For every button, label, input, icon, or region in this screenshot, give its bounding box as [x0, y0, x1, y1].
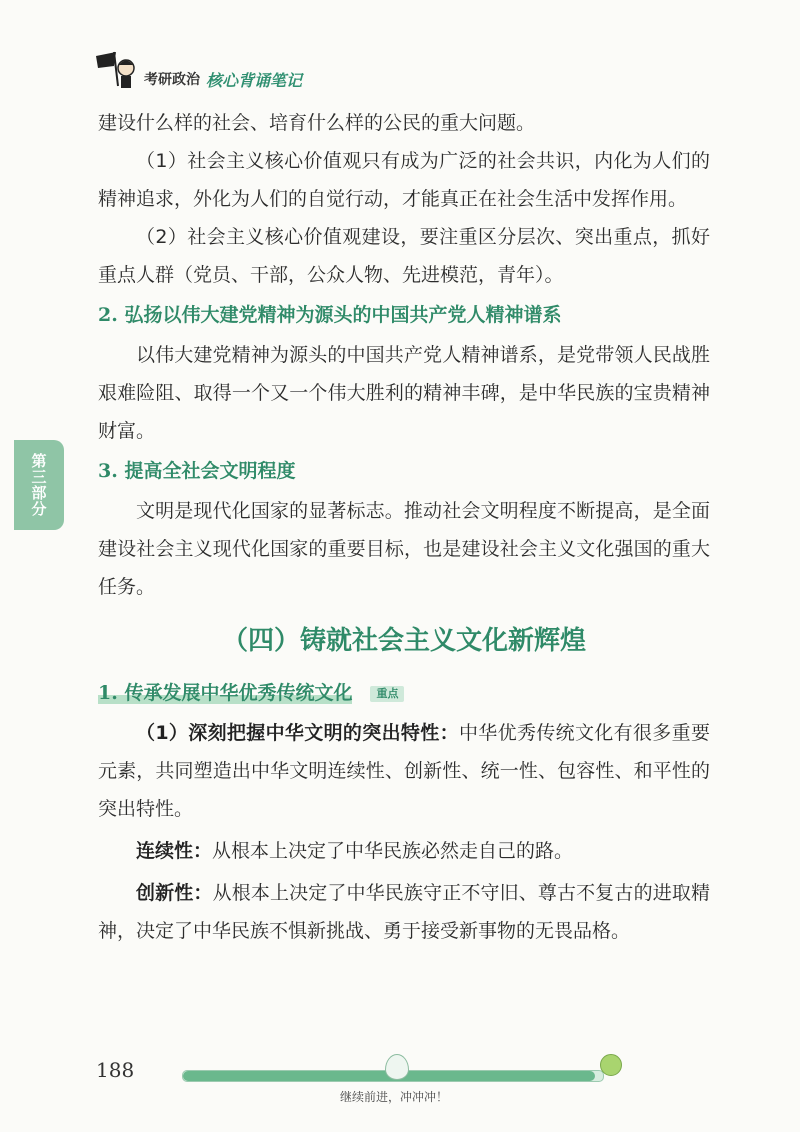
- paragraph: [98, 832, 710, 870]
- paragraph-text: 从根本上决定了中华民族守正不守旧、尊古不复古的进取精神，决定了中华民族不惧新挑战、勇于接受新事物的无畏品格。: [98, 882, 710, 942]
- mascot-drop-icon: [385, 1054, 409, 1080]
- paragraph-text: 从根本上决定了中华民族必然走自己的路。: [212, 840, 574, 862]
- key-point-badge: 重点: [370, 686, 404, 702]
- brand-subtitle: 核心背诵笔记: [206, 70, 303, 90]
- paragraph: [98, 874, 710, 950]
- subsection-heading: 3. 提高全社会文明程度: [98, 460, 296, 482]
- bold-lead: 连续性：: [136, 840, 213, 862]
- bold-lead: 创新性：: [136, 882, 213, 904]
- page-number: 188: [96, 1058, 135, 1082]
- subsection-heading: 2. 弘扬以伟大建党精神为源头的中国共产党人精神谱系: [98, 304, 562, 326]
- brand-title: 考研政治: [144, 72, 200, 88]
- paragraph: 以伟大建党精神为源头的中国共产党人精神谱系，是党带领人民战胜艰难险阻、取得一个又一个伟大胜利的精神丰碑，是中华民族的宝贵精神财富。: [98, 344, 710, 442]
- part-side-tab: [14, 440, 64, 530]
- paragraph: （1）社会主义核心价值观只有成为广泛的社会共识，内化为人们的精神追求，外化为人们的自觉行动，才能真正在社会生活中发挥作用。: [98, 150, 710, 210]
- page-header: [92, 50, 302, 90]
- paragraph: [98, 714, 710, 828]
- section-title: （四）铸就社会主义文化新辉煌: [221, 626, 586, 656]
- subsection-heading-text: 1. 传承发展中华优秀传统文化: [98, 682, 353, 704]
- paragraph: 文明是现代化国家的显著标志。推动社会文明程度不断提高，是全面建设社会主义现代化国家的重要目标，也是建设社会主义文化强国的重大任务。: [98, 500, 710, 598]
- subsection-heading: [98, 672, 710, 714]
- side-tab-label: 第三部分: [29, 453, 48, 517]
- footer-slogan: 继续前进，冲冲冲！: [340, 1090, 449, 1104]
- bold-lead: （1）深刻把握中华文明的突出特性：: [136, 722, 459, 744]
- goal-flag-icon: [600, 1054, 622, 1076]
- paragraph-text: 中华优秀传统文化有很多重要元素，共同塑造出中华文明连续性、创新性、统一性、包容性、和平性的突出特性。: [98, 722, 710, 820]
- paragraph: 建设什么样的社会、培育什么样的公民的重大问题。: [98, 112, 536, 134]
- mascot-flag-icon: [92, 50, 140, 90]
- page-content: [98, 104, 710, 950]
- paragraph: （2）社会主义核心价值观建设，要注重区分层次、突出重点，抓好重点人群（党员、干部，公众人物、先进模范，青年）。: [98, 226, 710, 286]
- page-footer: [0, 1040, 800, 1120]
